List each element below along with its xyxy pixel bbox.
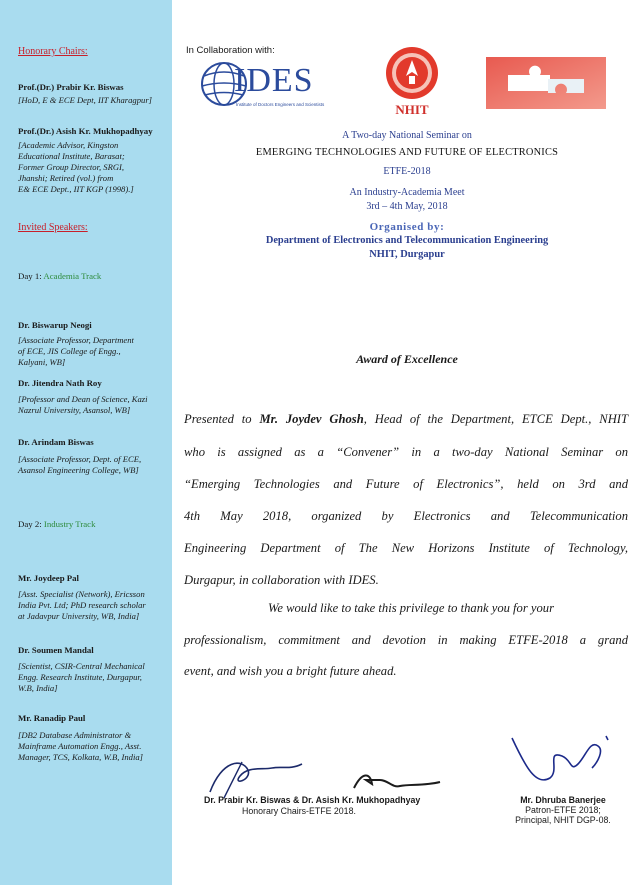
honorary-signatories: Dr. Prabir Kr. Biswas & Dr. Asish Kr. Mukhopadhyay [204, 795, 421, 805]
seminar-intro: A Two-day National Seminar on [342, 130, 472, 141]
award-line-1: Presented to Mr. Joydev Ghosh, Head of the Department, ETCE Dept., NHIT [184, 412, 628, 426]
speaker-desc: [Professor and Dean of Science, Kazi [18, 394, 148, 404]
nhit-label: NHIT [395, 102, 429, 117]
award-line-5: Engineering Department of The New Horizons Institute of Technology, [184, 541, 628, 555]
speaker-name: Dr. Jitendra Nath Roy [18, 378, 102, 388]
patron-role: Patron-ETFE 2018; [525, 805, 601, 815]
speaker-desc: of ECE, JIS College of Engg., [18, 346, 121, 356]
dates: 3rd – 4th May, 2018 [366, 201, 448, 212]
speaker-name: Mr. Joydeep Pal [18, 573, 80, 583]
recipient-name: Mr. Joydev Ghosh [259, 412, 364, 426]
day1-track: Academia Track [43, 271, 102, 281]
signature-left-1 [202, 750, 322, 800]
day2-track: Industry Track [43, 519, 96, 529]
collaboration-label: In Collaboration with: [186, 45, 275, 56]
ides-logo-text: IDES [234, 62, 314, 99]
chair2-desc-2: Educational Institute, Barasat; [18, 151, 125, 161]
award-line-3: “Emerging Technologies and Future of Electronics”, held on 3rd and [184, 477, 628, 491]
patron-block [498, 795, 628, 825]
speaker-desc: [Associate Professor, Department [18, 335, 134, 345]
signature-left-2 [348, 766, 448, 796]
speaker-name: Dr. Arindam Biswas [18, 437, 94, 447]
organised-by: Organised by: [369, 221, 445, 233]
speaker-desc: Asansol Engineering College, WB] [18, 465, 139, 475]
speaker-desc: [Scientist, CSIR-Central Mechanical [18, 661, 145, 671]
institute: NHIT, Durgapur [369, 249, 445, 260]
invited-speakers-heading: Invited Speakers: [18, 222, 88, 233]
patron-name: Mr. Dhruba Banerjee [520, 795, 606, 805]
speaker-desc: India Pvt. Ltd; PhD research scholar [18, 600, 146, 610]
department: Department of Electronics and Telecommunication Engineering [265, 235, 549, 246]
speaker-desc: Manager, TCS, Kolkata, W.B, India] [18, 752, 144, 762]
award-line-2: who is assigned as a “Convener” in a two-day National Seminar on [184, 445, 628, 459]
award-line-6: Durgapur, in collaboration with IDES. [184, 573, 379, 587]
chair1-desc: [HoD, E & ECE Dept, IIT Kharagpur] [18, 95, 153, 105]
chair2-desc-5: E& ECE Dept., IIT KGP (1998).] [18, 184, 134, 194]
ides-logo-subtitle: Institute of Doctors Engineers and Scientists [236, 102, 325, 107]
honorary-role: Honorary Chairs-ETFE 2018. [242, 806, 356, 816]
award-line-9: event, and wish you a bright future ahead. [184, 664, 397, 678]
certificate-body [172, 0, 642, 885]
honorary-chairs-heading: Honorary Chairs: [18, 46, 88, 57]
seminar-title: EMERGING TECHNOLOGIES AND FUTURE OF ELECTRONICS [255, 147, 559, 158]
day1-label: Day 1: Academia Track [18, 271, 102, 281]
chair2-name: Prof.(Dr.) Asish Kr. Mukhopadhyay [18, 126, 153, 136]
award-title: Award of Excellence [356, 352, 458, 366]
chair1-name: Prof.(Dr.) Prabir Kr. Biswas [18, 82, 124, 92]
award-line-4: 4th May 2018, organized by Electronics and Telecommunication [184, 509, 628, 523]
day2-label: Day 2: Industry Track [18, 519, 96, 529]
nhit-seal-icon [385, 46, 439, 100]
speaker-desc: at Jadavpur University, WB, India] [18, 611, 140, 621]
signature-right [506, 728, 616, 792]
ides-logo [198, 58, 338, 110]
speaker-desc: Kalyani, WB] [18, 357, 66, 367]
speaker-desc: Nazrul University, Asansol, WB] [18, 405, 131, 415]
speaker-desc: Mainframe Automation Engg., Asst. [18, 741, 142, 751]
sidebar [0, 0, 172, 885]
award-line-7: We would like to take this privilege to thank you for your [268, 601, 554, 615]
speaker-name: Dr. Biswarup Neogi [18, 320, 92, 330]
meet-line: An Industry-Academia Meet [349, 187, 465, 198]
chair2-desc-3: Former Group Director, SRGI, [18, 162, 125, 172]
speaker-desc: [Associate Professor, Dept. of ECE, [18, 454, 142, 464]
speaker-desc: Engg. Research Institute, Durgapur, [18, 672, 142, 682]
chair2-desc-1: [Academic Advisor, Kingston [18, 140, 119, 150]
event-code: ETFE-2018 [383, 166, 431, 177]
speaker-name: Dr. Soumen Mandal [18, 645, 94, 655]
principal-role: Principal, NHIT DGP-08. [515, 815, 611, 825]
speaker-desc: [DB2 Database Administrator & [18, 730, 132, 740]
speaker-name: Mr. Ranadip Paul [18, 713, 86, 723]
chair2-desc-4: Jhanshi; Retired (vol.) from [18, 173, 114, 183]
speaker-desc: [Asst. Specialist (Network), Ericsson [18, 589, 145, 599]
award-line-8: professionalism, commitment and devotion in making ETFE-2018 a grand [184, 633, 628, 647]
puzzle-handshake-icon [486, 57, 606, 109]
speaker-desc: W.B, India] [18, 683, 58, 693]
